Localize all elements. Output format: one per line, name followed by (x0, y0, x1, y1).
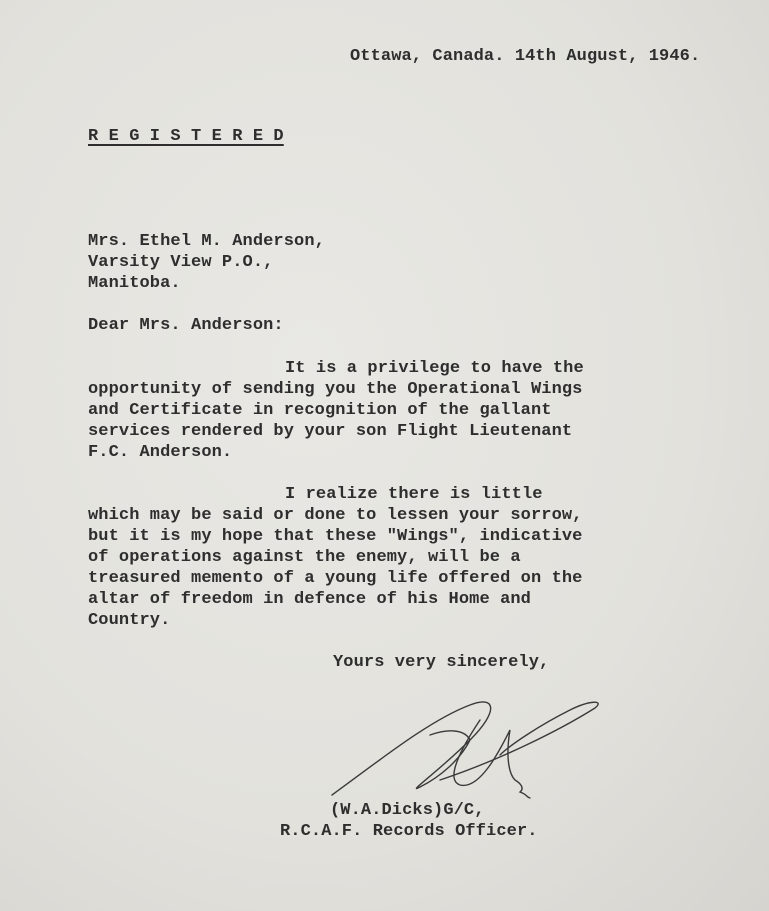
registered-heading: R E G I S T E R E D (88, 127, 284, 146)
paragraph-line: of operations against the enemy, will be a (88, 548, 521, 567)
paragraph-line: Country. (88, 611, 171, 630)
closing: Yours very sincerely, (333, 653, 550, 672)
paragraph-2 (88, 484, 582, 631)
paragraph-line: which may be said or done to lessen your sorrow, (88, 506, 583, 525)
paragraph-line: altar of freedom in defence of his Home and (88, 590, 531, 609)
paragraph-line: opportunity of sending you the Operational Wings (88, 380, 583, 399)
paragraph-1 (88, 358, 584, 463)
paragraph-line: treasured memento of a young life offered on the (88, 569, 583, 588)
paragraph-line: and Certificate in recognition of the gallant (88, 401, 552, 420)
address-line: Manitoba. (88, 274, 181, 293)
recipient-address (88, 231, 325, 294)
paragraph-line: I realize there is little (285, 485, 543, 504)
address-line: Varsity View P.O., (88, 253, 274, 272)
paragraph-line: but it is my hope that these "Wings", indicative (88, 527, 583, 546)
paragraph-line: It is a privilege to have the (285, 359, 584, 378)
signature-name: (W.A.Dicks)G/C, (330, 801, 485, 820)
salutation: Dear Mrs. Anderson: (88, 316, 284, 335)
signature-title: R.C.A.F. Records Officer. (280, 822, 538, 841)
paragraph-line: services rendered by your son Flight Lieutenant (88, 422, 573, 441)
paragraph-line: F.C. Anderson. (88, 443, 233, 462)
dateline: Ottawa, Canada. 14th August, 1946. (350, 47, 701, 66)
address-line: Mrs. Ethel M. Anderson, (88, 232, 325, 251)
